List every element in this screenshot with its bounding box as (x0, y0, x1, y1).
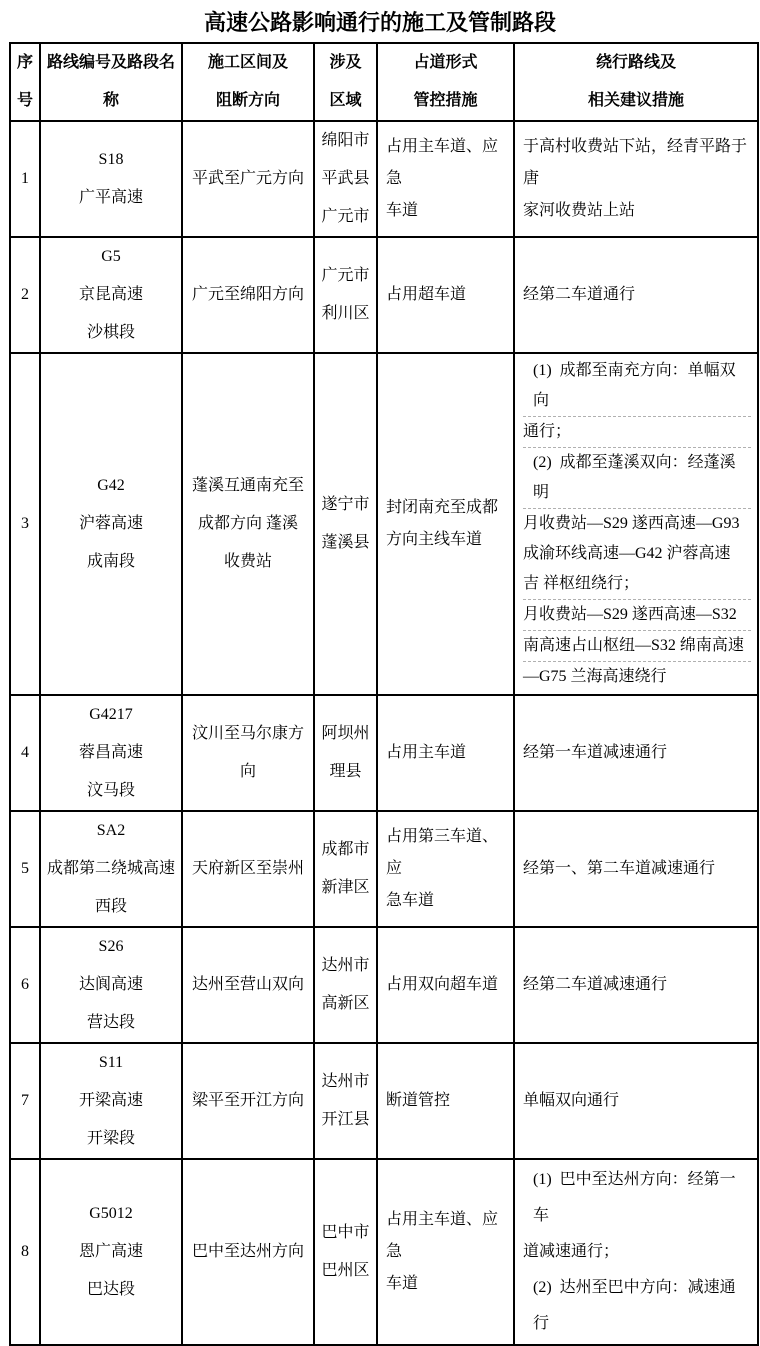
cell-line: 达阆高速 (78, 976, 143, 993)
cell-line: 成南段 (86, 553, 135, 570)
cell-line: 理县 (329, 763, 362, 780)
cell-line: 开江县 (321, 1111, 370, 1128)
cell-line: 5 (21, 860, 29, 877)
cell-line: 广元市 (321, 267, 370, 284)
document-page (0, 8, 760, 1346)
region-cell (314, 927, 377, 1043)
cell-line: 营达段 (86, 1014, 135, 1031)
section-cell (182, 1043, 314, 1159)
cell-line: (1) 成都至南充方向：单幅双向 (523, 356, 751, 417)
region-cell (314, 1159, 377, 1345)
cell-line: G42 (97, 477, 125, 494)
control-cell (377, 237, 514, 353)
header-line: 序 (16, 54, 33, 71)
route-cell (40, 121, 182, 237)
cell-line: 成渝环线高速—G42 沪蓉高速 (523, 545, 731, 562)
cell-line: 8 (21, 1243, 29, 1260)
control-cell (377, 353, 514, 695)
cell-line: 6 (21, 976, 29, 993)
table-row (10, 1159, 758, 1345)
cell-line: 达州至营山双向 (191, 976, 304, 993)
road-construction-table (9, 42, 759, 1346)
cell-line: SA2 (96, 822, 126, 839)
cell-line: 于高村收费站下站，经青平路于唐 (523, 138, 748, 187)
header-line: 阻断方向 (215, 92, 280, 109)
cell-line: G5012 (89, 1205, 133, 1222)
cell-line: 经第一车道减速通行 (523, 744, 668, 761)
serial-cell (10, 1043, 40, 1159)
header-line: 称 (102, 92, 119, 109)
region-cell (314, 353, 377, 695)
cell-line: 汶马段 (86, 782, 135, 799)
cell-line: 遂宁市 (321, 496, 370, 513)
serial-cell (10, 353, 40, 695)
cell-line: 开梁段 (86, 1130, 135, 1147)
cell-line: 车道 (386, 202, 419, 219)
cell-line: 蓉昌高速 (78, 744, 143, 761)
region-cell (314, 1043, 377, 1159)
detour-cell (514, 237, 758, 353)
cell-line: 收费站 (223, 553, 272, 570)
cell-line: 成都第二绕城高速 (46, 860, 175, 877)
cell-line: 月收费站—S29 遂西高速—G93 (523, 515, 740, 532)
cell-line: 京昆高速 (78, 286, 143, 303)
header-line: 涉及 (329, 54, 362, 71)
cell-line: 占用主车道 (386, 744, 467, 761)
section-cell (182, 353, 314, 695)
cell-line: 达州市 (321, 957, 370, 974)
route-cell (40, 927, 182, 1043)
section-cell (182, 1159, 314, 1345)
cell-line: G4217 (89, 706, 133, 723)
cell-line: 经第一、第二车道减速通行 (523, 860, 716, 877)
serial-cell (10, 237, 40, 353)
cell-line: 占用主车道、应急 (386, 1211, 499, 1260)
header-detour (514, 43, 758, 121)
table-row (10, 121, 758, 237)
header-control (377, 43, 514, 121)
route-cell (40, 1043, 182, 1159)
cell-line: 单幅双向通行 (523, 1092, 620, 1109)
cell-line: 南高速占山枢纽—S32 绵南高速 (523, 631, 751, 662)
region-cell (314, 237, 377, 353)
cell-line: 方向主线车道 (386, 531, 483, 548)
page-title: 高速公路影响通行的施工及管制路段 (203, 10, 556, 35)
header-line: 管控措施 (413, 92, 478, 109)
cell-line: 家河收费站上站 (523, 202, 636, 219)
cell-line: 断道管控 (386, 1092, 451, 1109)
cell-line: 新津区 (321, 879, 370, 896)
detour-cell (514, 695, 758, 811)
table-header (10, 43, 758, 121)
cell-line: 高新区 (321, 995, 370, 1012)
cell-line: 经第二车道通行 (523, 286, 636, 303)
cell-line: 广平高速 (78, 189, 143, 206)
header-line: 区域 (329, 92, 362, 109)
cell-line: 阿坝州 (321, 725, 370, 742)
section-cell (182, 927, 314, 1043)
control-cell (377, 121, 514, 237)
cell-line: 道减速通行； (523, 1243, 620, 1260)
table-row (10, 927, 758, 1043)
cell-line: 开梁高速 (78, 1092, 143, 1109)
cell-line: 急车道 (386, 892, 435, 909)
cell-line: 利川区 (321, 305, 370, 322)
region-cell (314, 695, 377, 811)
cell-line: 蓬溪互通南充至 (191, 477, 304, 494)
cell-line: 成都市 (321, 841, 370, 858)
cell-line: 沙棋段 (86, 324, 135, 341)
region-cell (314, 121, 377, 237)
route-cell (40, 1159, 182, 1345)
cell-line: 3 (21, 515, 29, 532)
detour-cell (514, 927, 758, 1043)
route-cell (40, 811, 182, 927)
cell-line: 绵阳市 (321, 132, 370, 149)
cell-line: 4 (21, 744, 29, 761)
header-row (10, 43, 758, 121)
cell-line: 沪蓉高速 (78, 515, 143, 532)
cell-line: 经第二车道减速通行 (523, 976, 668, 993)
detour-cell (514, 811, 758, 927)
cell-line: 平武至广元方向 (191, 170, 304, 187)
cell-line: 恩广高速 (78, 1243, 143, 1260)
header-serial (10, 43, 40, 121)
cell-line: 占用超车道 (386, 286, 467, 303)
serial-cell (10, 695, 40, 811)
cell-line: 月收费站—S29 遂西高速—S32 (523, 600, 751, 631)
cell-line: (1) 巴中至达州方向：经第一车 (533, 1171, 736, 1224)
header-route (40, 43, 182, 121)
table-row (10, 353, 758, 695)
cell-line: (2) 达州至巴中方向：减速通行 (533, 1279, 736, 1332)
cell-line: 封闭南充至成都 (386, 499, 499, 516)
header-line: 施工区间及 (207, 54, 288, 71)
section-cell (182, 121, 314, 237)
cell-line: 西段 (94, 898, 127, 915)
serial-cell (10, 927, 40, 1043)
cell-line: 占用双向超车道 (386, 976, 499, 993)
cell-line: 平武县 (321, 170, 370, 187)
cell-line: 1 (21, 170, 29, 187)
cell-line: 汶川至马尔康方 (191, 725, 304, 742)
table-row (10, 237, 758, 353)
cell-line: 巴中至达州方向 (191, 1243, 304, 1260)
route-cell (40, 695, 182, 811)
serial-cell (10, 811, 40, 927)
header-line: 号 (16, 92, 33, 109)
cell-line: —G75 兰海高速绕行 (523, 668, 667, 685)
region-cell (314, 811, 377, 927)
cell-line: 天府新区至崇州 (191, 860, 304, 877)
cell-line: 通行； (523, 417, 751, 448)
cell-line: 广元市 (321, 208, 370, 225)
detour-cell (514, 121, 758, 237)
cell-line: 巴中市 (321, 1224, 370, 1241)
cell-line: 吉 祥枢纽绕行； (523, 569, 751, 600)
header-line: 占道形式 (413, 54, 478, 71)
route-cell (40, 237, 182, 353)
cell-line: 达州市 (321, 1073, 370, 1090)
detour-cell (514, 1159, 758, 1345)
cell-line: 占用主车道、应急 (386, 138, 499, 187)
control-cell (377, 1159, 514, 1345)
cell-line: 车道 (386, 1275, 419, 1292)
control-cell (377, 1043, 514, 1159)
table-row (10, 1043, 758, 1159)
detour-cell (514, 353, 758, 695)
cell-line: G5 (101, 248, 121, 265)
cell-line: (2) 成都至蓬溪双向：经蓬溪明 (523, 448, 751, 509)
table-row (10, 811, 758, 927)
cell-line: 蓬溪县 (321, 534, 370, 551)
serial-cell (10, 1159, 40, 1345)
cell-line: 梁平至开江方向 (191, 1092, 304, 1109)
control-cell (377, 695, 514, 811)
cell-line: 巴州区 (321, 1262, 370, 1279)
cell-line: 2 (21, 286, 29, 303)
header-region (314, 43, 377, 121)
cell-line: 7 (21, 1092, 29, 1109)
cell-line: S18 (98, 151, 124, 168)
detour-cell (514, 1043, 758, 1159)
table-body (10, 121, 758, 1345)
serial-cell (10, 121, 40, 237)
cell-line: S11 (98, 1054, 124, 1071)
cell-line: 向 (239, 763, 256, 780)
section-cell (182, 695, 314, 811)
cell-line: 占用第三车道、应 (386, 828, 499, 877)
header-line: 绕行路线及 (595, 54, 676, 71)
header-line: 相关建议措施 (587, 92, 684, 109)
cell-line: S26 (98, 938, 124, 955)
cell-line: 巴达段 (86, 1281, 135, 1298)
route-cell (40, 353, 182, 695)
section-cell (182, 811, 314, 927)
control-cell (377, 811, 514, 927)
control-cell (377, 927, 514, 1043)
cell-line: 广元至绵阳方向 (191, 286, 304, 303)
table-row (10, 695, 758, 811)
cell-line: 成都方向 蓬溪 (197, 515, 298, 532)
header-section (182, 43, 314, 121)
section-cell (182, 237, 314, 353)
header-line: 路线编号及路段名 (46, 54, 175, 71)
